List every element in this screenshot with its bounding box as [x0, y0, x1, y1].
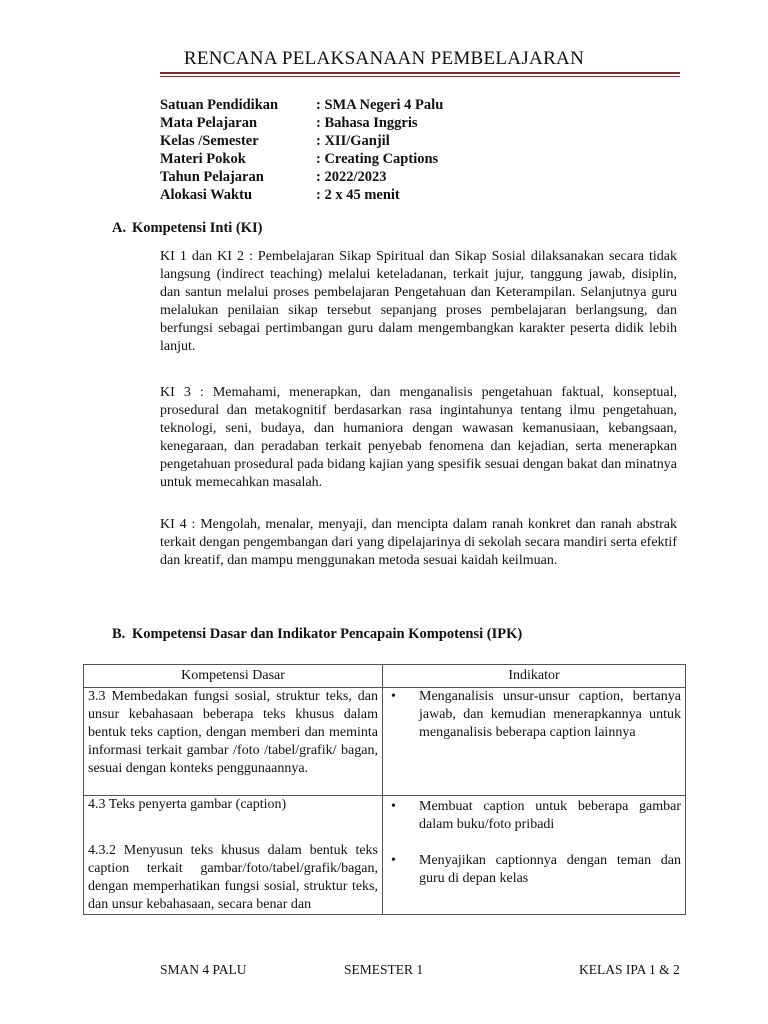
table-header-row	[84, 665, 686, 688]
bullet-icon: •	[391, 689, 396, 704]
info-block	[160, 96, 443, 204]
section-b-heading	[112, 626, 522, 643]
kd-cell	[84, 688, 383, 796]
section-b-letter: B.	[112, 626, 126, 642]
indikator-cell	[383, 796, 686, 915]
info-value: : SMA Negeri 4 Palu	[316, 97, 444, 113]
kd-text: 4.3 Teks penyerta gambar (caption)	[88, 797, 287, 812]
kd-text: 3.3 Membedakan fungsi sosial, struktur teks, dan unsur kebahasaan beberapa teks khusus dalam bentuk teks caption, dengan memberi dan meminta informasi terkait gambar /foto /tabel/grafik/ bagan, sesuai dengan konteks penggunaannya.	[88, 689, 378, 776]
info-row	[160, 186, 443, 204]
document-title: RENCANA PELAKSANAAN PEMBELAJARAN	[183, 48, 585, 69]
indikator-cell	[383, 688, 686, 796]
ki-4-paragraph: KI 4 : Mengolah, menalar, menyaji, dan mencipta dalam ranah konkret dan ranah abstrak terkait dengan pengembangan dari yang dipelajarinya di sekolah secara mandiri serta efektif dan kreatif, dan mampu menggunakan metoda sesuai kaidah keilmuan.	[160, 517, 677, 568]
kd-text: 4.3.2 Menyusun teks khusus dalam bentuk teks caption terkait gambar/foto/tabel/grafik/bagan, dengan memperhatikan fungsi sosial, struktur teks, dan unsur kebahasaan, secara benar dan	[88, 843, 378, 912]
indikator-item	[391, 688, 681, 742]
column-header-indikator: Indikator	[383, 665, 686, 688]
ki-3-paragraph: KI 3 : Memahami, menerapkan, dan menganalisis pengetahuan faktual, konseptual, prosedural dan metakognitif berdasarkan rasa ingintahunya tentang ilmu pengetahuan, teknologi, seni, budaya, dan humaniora dengan wawasan kemanusiaan, kebangsaan, kenegaraan, dan peradaban terkait penyebab fenomena dan kejadian, serta menerapkan pengetahuan prosedural pada bidang kajian yang spesifik sesuai dengan bakat dan minatnya untuk memecahkan masalah.	[160, 385, 677, 490]
info-key: Materi Pokok	[160, 151, 246, 167]
table-row	[84, 796, 686, 915]
title-rule-thick	[160, 72, 680, 74]
footer-school: SMAN 4 PALU	[160, 962, 247, 977]
info-value: : 2022/2023	[316, 169, 387, 185]
footer-class: KELAS IPA 1 & 2	[579, 962, 680, 977]
info-value: : 2 x 45 menit	[316, 187, 400, 203]
info-row	[160, 150, 443, 168]
footer-semester: SEMESTER 1	[344, 962, 424, 977]
indikator-text: Membuat caption untuk beberapa gambar dalam buku/foto pribadi	[419, 799, 681, 832]
info-row	[160, 114, 443, 132]
info-key: Alokasi Waktu	[160, 187, 253, 203]
info-key: Satuan Pendidikan	[160, 97, 279, 113]
bullet-icon: •	[391, 799, 396, 814]
indikator-item	[391, 852, 681, 888]
info-row	[160, 132, 443, 150]
kd-indikator-table	[83, 664, 686, 915]
info-key: Tahun Pelajaran	[160, 169, 264, 185]
info-row	[160, 168, 443, 186]
indikator-text: Menyajikan captionnya dengan teman dan guru di depan kelas	[419, 853, 681, 886]
table-row	[84, 688, 686, 796]
indikator-item	[391, 798, 681, 834]
section-a-title: Kompetensi Inti (KI)	[132, 220, 263, 236]
info-value: : XII/Ganjil	[316, 133, 390, 149]
title-rule-thin	[160, 76, 680, 77]
kd-cell	[84, 796, 383, 915]
section-a-letter: A.	[112, 220, 127, 236]
info-row	[160, 96, 443, 114]
bullet-icon: •	[391, 853, 396, 868]
info-key: Mata Pelajaran	[160, 115, 258, 131]
column-header-kd: Kompetensi Dasar	[84, 665, 383, 688]
section-b-title: Kompetensi Dasar dan Indikator Pencapain Kompotensi (IPK)	[132, 626, 523, 642]
indikator-text: Menganalisis unsur-unsur caption, bertanya jawab, dan kemudian menerapkannya untuk menganalisis beberapa caption lainnya	[419, 689, 681, 740]
info-value: : Bahasa Inggris	[316, 115, 418, 131]
section-a-heading	[112, 220, 263, 237]
ki-1-2-paragraph: KI 1 dan KI 2 : Pembelajaran Sikap Spiritual dan Sikap Sosial dilaksanakan secara tidak langsung (indirect teaching) melalui keteladanan, terkait jujur, tanggung jawab, disiplin, dan santun melalui proses pembelajaran Pengetahuan dan Keterampilan. Selanjutnya guru melalukan penilaian sikap tersebut sepanjang proses pembelajaran berlangsung, dan berfungsi sebagai pertimbangan guru dalam mengembangkan karakter peserta didik lebih lanjut.	[160, 249, 677, 354]
info-key: Kelas /Semester	[160, 133, 259, 149]
info-value: : Creating Captions	[316, 151, 439, 167]
